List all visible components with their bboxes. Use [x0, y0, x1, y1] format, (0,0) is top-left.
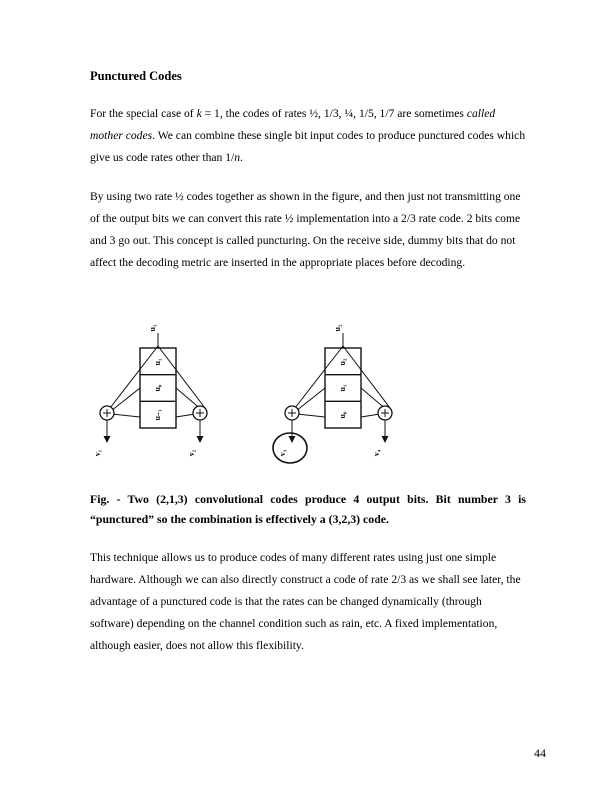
arrow-down-icon	[197, 436, 204, 443]
output-label-v3: v₃	[278, 449, 287, 457]
paragraph-1	[90, 103, 526, 169]
arrow-down-icon	[104, 436, 111, 443]
encoder-left	[93, 324, 207, 456]
p1-text-2: = 1, the codes of rates ½, 1/3, ¼, 1/5, 1/7 are sometimes	[201, 107, 467, 120]
encoder-figure	[85, 300, 425, 478]
p1-text-4: .	[240, 151, 243, 164]
p1-text: For the special case of	[90, 107, 197, 120]
p1-italic-mother-codes: called mother codes	[90, 107, 496, 142]
output-label-v1: v₁	[93, 449, 102, 457]
encoder-right	[273, 324, 392, 463]
encoder-right-input-label: u₂	[333, 324, 342, 332]
register-cell-label: u₁	[152, 358, 162, 366]
output-label-v4: v₄	[372, 449, 381, 457]
register-cell-label: u₀	[337, 411, 347, 419]
encoder-left-input-label: u₁	[148, 324, 157, 332]
p1-text-3: . We can combine these single bit input codes to produce punctured codes which give us code rates other than 1/	[90, 129, 526, 164]
register-cell-label: u₂	[337, 358, 347, 366]
register-cell-label: u₋₁	[152, 409, 162, 421]
page-number: 44	[534, 746, 546, 760]
output-label-v2: v₂	[187, 449, 196, 457]
register-cell-label: u₁	[337, 384, 347, 392]
figure-caption: Fig. - Two (2,1,3) convolutional codes produce 4 output bits. Bit number 3 is “punctured” so the combination is effectively a (3,2,3) code.	[90, 492, 526, 526]
register-cell-label: u₀	[152, 384, 162, 392]
page-title: Punctured Codes	[90, 69, 182, 83]
p1-var-k: k	[196, 107, 202, 120]
arrow-down-icon	[382, 436, 389, 443]
arrow-down-icon	[289, 436, 296, 443]
paragraph-2: By using two rate ½ codes together as shown in the figure, and then just not transmitting one of the output bits we can convert this rate ½ implementation into a 2/3 rate code. 2 bits come and 3 go out. This concept is called puncturing. On the receive side, dummy bits that do not affect the decoding metric are inserted in the appropriate places before decoding.	[90, 190, 521, 269]
p1-var-n: n	[234, 151, 241, 164]
paragraph-3: This technique allows us to produce codes of many different rates using just one simple hardware. Although we can also directly construct a code of rate 2/3 as we shall see later, the advantage of a punctured code is that the rates can be changed dynamically (through software) depending on the channel condition such as rain, etc. A fixed implementation, although easier, does not allow this flexibility.	[90, 551, 521, 652]
